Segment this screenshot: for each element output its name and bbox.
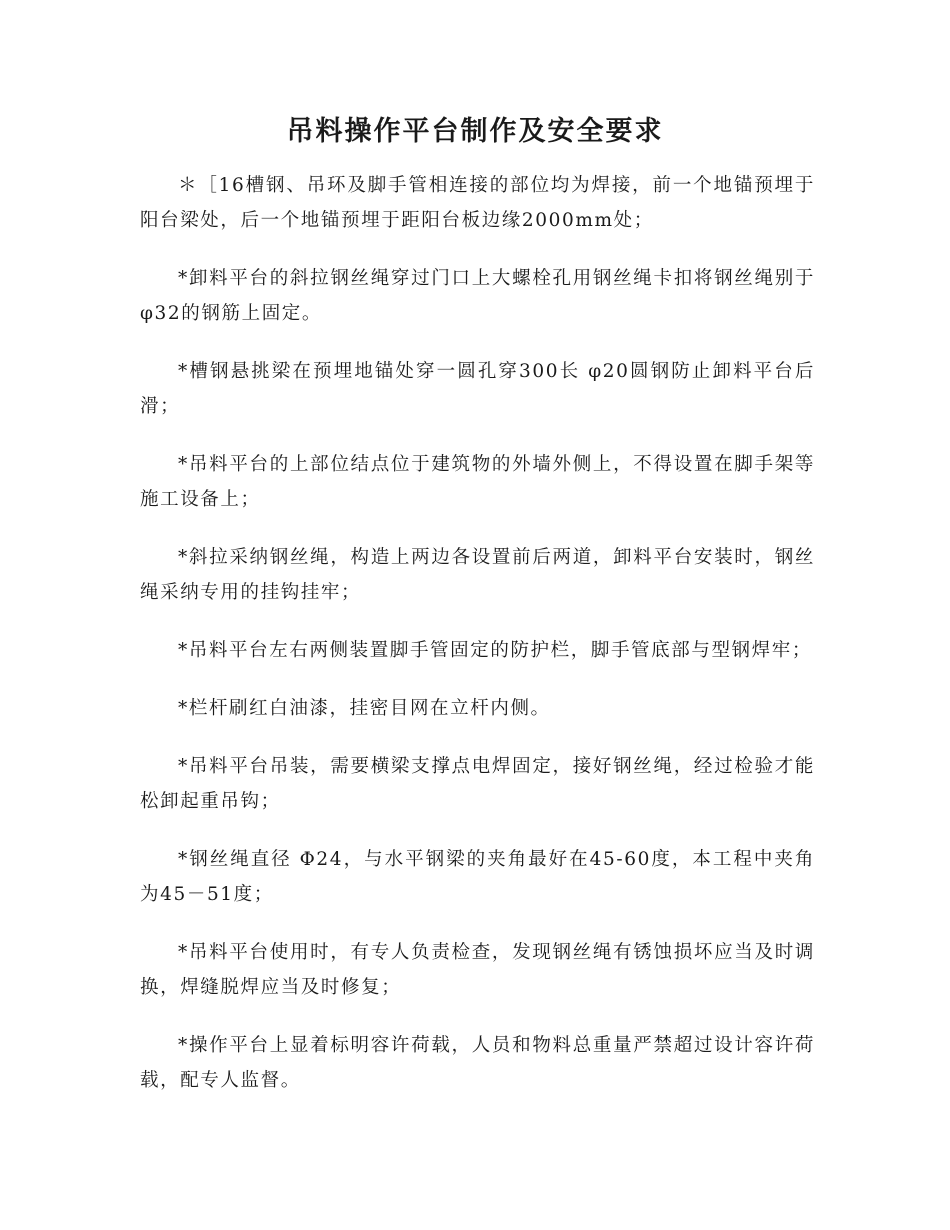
document-title: 吊料操作平台制作及安全要求	[286, 116, 664, 147]
paragraph-10: *吊料平台使用时，有专人负责检查，发现钢丝绳有锈蚀损坏应当及时调换，焊缝脱焊应当及时修复；	[140, 942, 815, 998]
paragraph-6: *吊料平台左右两侧装置脚手管固定的防护栏，脚手管底部与型钢焊牢；	[178, 640, 812, 661]
paragraph-4: *吊料平台的上部位结点位于建筑物的外墙外侧上，不得设置在脚手架等施工设备上；	[140, 454, 815, 510]
paragraph-5: *斜拉采纳钢丝绳，构造上两边各设置前后两道，卸料平台安装时，钢丝绳采纳专用的挂钩挂牢；	[140, 547, 815, 603]
paragraph-7: *栏杆刷红白油漆，挂密目网在立杆内侧。	[178, 698, 551, 719]
paragraph-8: *吊料平台吊装，需要横梁支撑点电焊固定，接好钢丝绳，经过检验才能松卸起重吊钩；	[140, 756, 815, 812]
paragraph-11: *操作平台上显着标明容许荷载，人员和物料总重量严禁超过设计容许荷载，配专人监督。	[140, 1035, 815, 1091]
document-body	[140, 168, 815, 1121]
paragraph-2: *卸料平台的斜拉钢丝绳穿过门口上大螺栓孔用钢丝绳卡扣将钢丝绳别于 φ32的钢筋上固定。	[140, 268, 815, 324]
paragraph-1: ＊［16槽钢、吊环及脚手管相连接的部位均为焊接，前一个地锚预埋于阳台梁处，后一个地锚预埋于距阳台板边缘2000mm处；	[140, 175, 815, 231]
paragraph-9: *钢丝绳直径 Φ24，与水平钢梁的夹角最好在45-60度，本工程中夹角为45－51度；	[140, 849, 815, 905]
paragraph-3: *槽钢悬挑梁在预埋地锚处穿一圆孔穿300长 φ20圆钢防止卸料平台后滑；	[140, 361, 815, 417]
